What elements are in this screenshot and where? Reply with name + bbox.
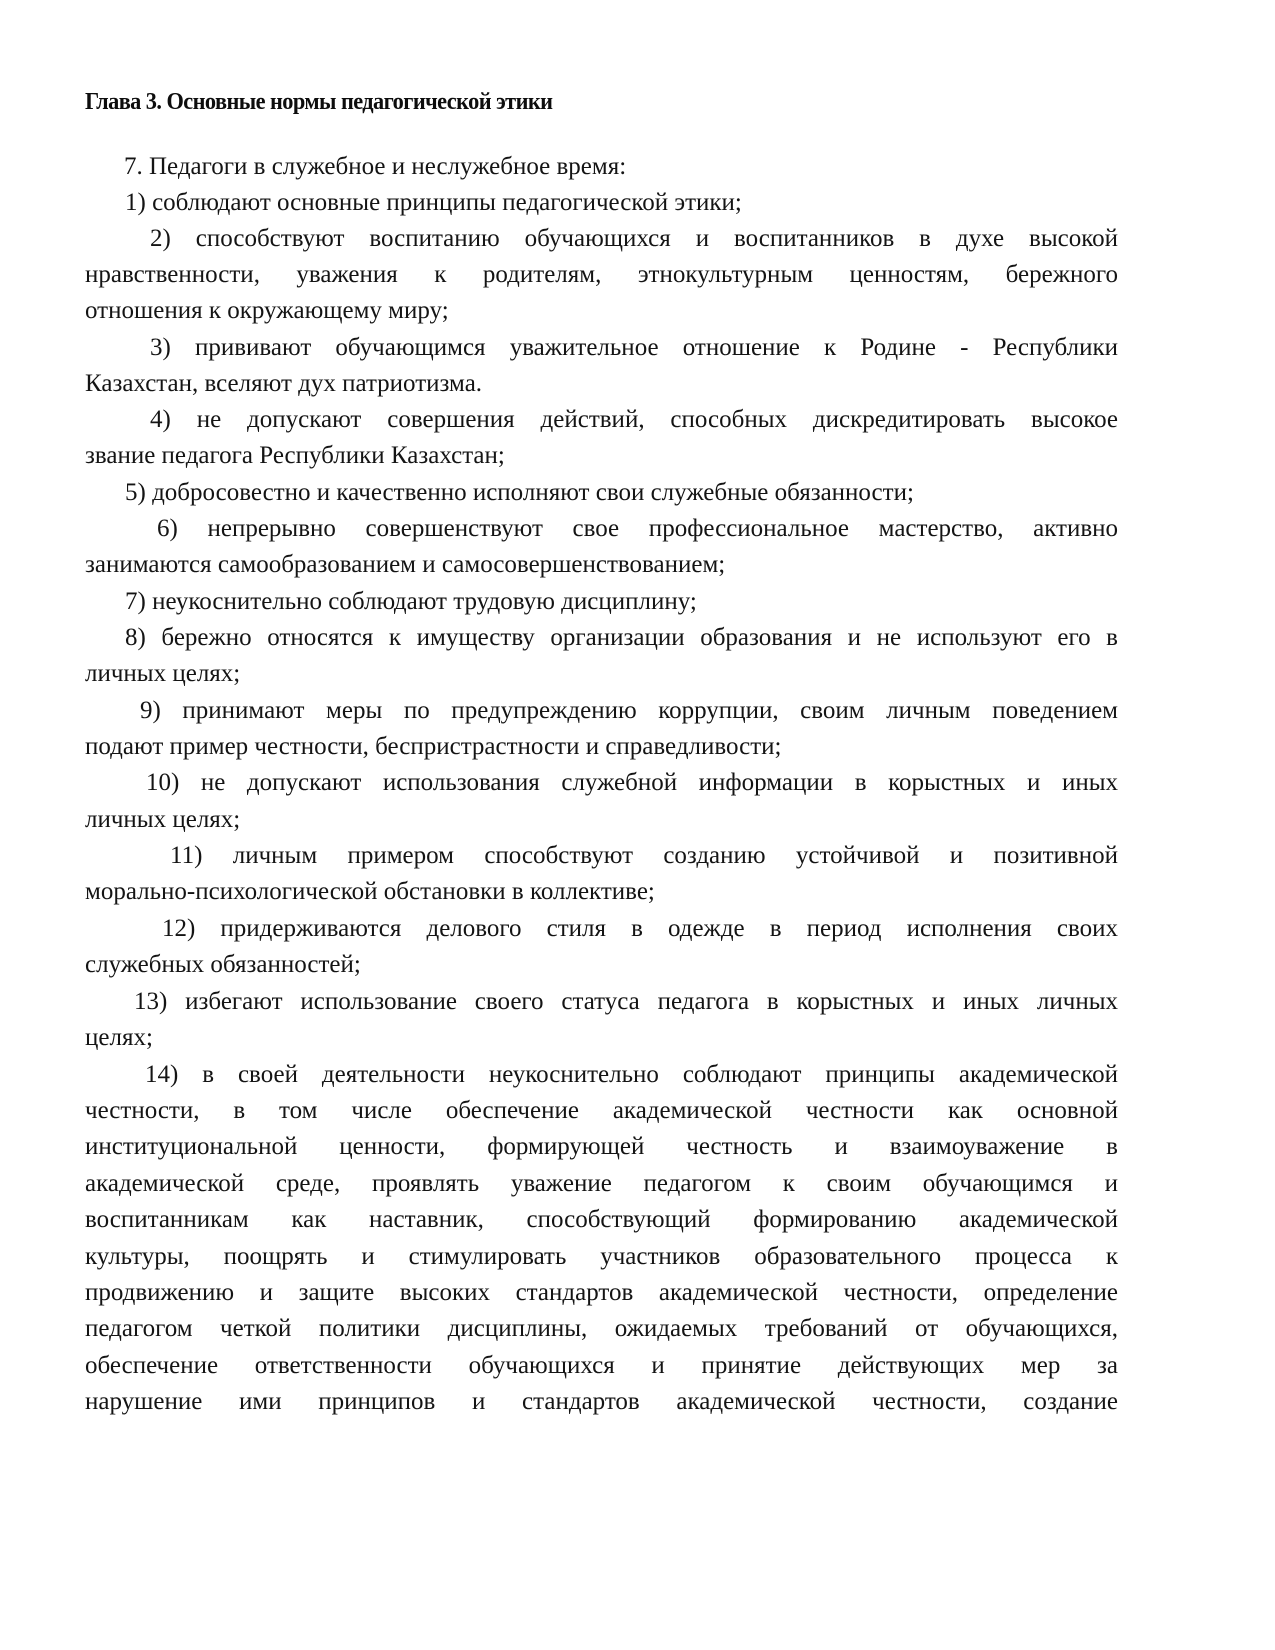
- text-line: личных целях;: [85, 660, 241, 687]
- text-line: служебных обязанностей;: [85, 951, 361, 978]
- text-line: 6) непрерывно совершенствуют свое профессиональное мастерство, активно: [157, 515, 1118, 542]
- text-line: звание педагога Республики Казахстан;: [85, 442, 505, 469]
- text-line: 10) не допускают использования служебной информации в корыстных и иных: [146, 769, 1118, 796]
- text-line: нравственности, уважения к родителям, этнокультурным ценностям, бережного: [85, 261, 1118, 288]
- text-line: 11) личным примером способствуют созданию устойчивой и позитивной: [170, 842, 1118, 869]
- text-line: подают пример честности, беспристрастности и справедливости;: [85, 733, 782, 760]
- text-line: 3) прививают обучающимся уважительное отношение к Родине - Республики: [150, 334, 1118, 361]
- text-line: нарушение ими принципов и стандартов академической честности, создание: [85, 1388, 1118, 1415]
- text-line: 7) неукоснительно соблюдают трудовую дисциплину;: [125, 588, 697, 615]
- text-line: 2) способствуют воспитанию обучающихся и воспитанников в духе высокой: [150, 225, 1118, 252]
- text-line: 7. Педагоги в служебное и неслужебное время:: [124, 153, 627, 180]
- text-line: академической среде, проявлять уважение педагогом к своим обучающимся и: [85, 1170, 1118, 1197]
- text-line: культуры, поощрять и стимулировать участников образовательного процесса к: [85, 1243, 1118, 1270]
- text-line: отношения к окружающему миру;: [85, 297, 449, 324]
- text-line: личных целях;: [85, 806, 241, 833]
- text-line: продвижению и защите высоких стандартов академической честности, определение: [85, 1279, 1118, 1306]
- text-line: 12) придерживаются делового стиля в одежде в период исполнения своих: [162, 915, 1118, 942]
- text-line: 9) принимают меры по предупреждению коррупции, своим личным поведением: [140, 697, 1118, 724]
- text-line: целях;: [85, 1024, 153, 1051]
- text-line: 13) избегают использование своего статуса педагога в корыстных и иных личных: [134, 988, 1118, 1015]
- text-line: 1) соблюдают основные принципы педагогической этики;: [125, 189, 742, 216]
- text-line: морально-психологической обстановки в коллективе;: [85, 878, 655, 905]
- text-line: 14) в своей деятельности неукоснительно соблюдают принципы академической: [145, 1061, 1118, 1088]
- text-line: честности, в том числе обеспечение академической честности как основной: [85, 1097, 1118, 1124]
- text-line: 8) бережно относятся к имуществу организации образования и не используют его в: [125, 624, 1118, 651]
- text-line: занимаются самообразованием и самосовершенствованием;: [85, 551, 726, 578]
- text-line: 4) не допускают совершения действий, способных дискредитировать высокое: [150, 406, 1118, 433]
- text-line: воспитанникам как наставник, способствующий формированию академической: [85, 1206, 1118, 1233]
- text-line: Казахстан, вселяют дух патриотизма.: [85, 370, 483, 397]
- text-line: 5) добросовестно и качественно исполняют свои служебные обязанности;: [125, 479, 914, 506]
- chapter-heading: Глава 3. Основные нормы педагогической этики: [85, 89, 553, 115]
- text-line: обеспечение ответственности обучающихся и принятие действующих мер за: [85, 1352, 1118, 1379]
- text-line: педагогом четкой политики дисциплины, ожидаемых требований от обучающихся,: [85, 1315, 1118, 1342]
- text-line: институциональной ценности, формирующей честность и взаимоуважение в: [85, 1133, 1118, 1160]
